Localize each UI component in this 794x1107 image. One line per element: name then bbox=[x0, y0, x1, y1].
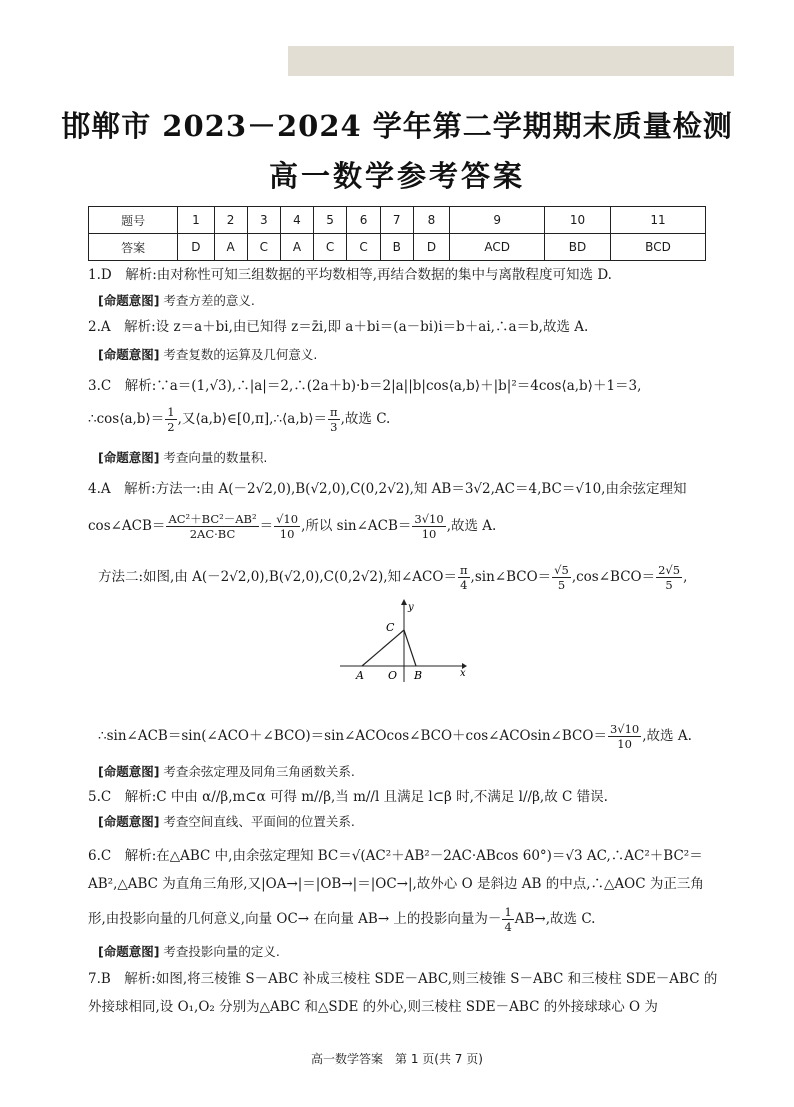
denominator: 3 bbox=[330, 420, 338, 434]
answer-cell: ACD bbox=[450, 234, 545, 261]
q3-fraction bbox=[328, 405, 340, 434]
q3-fraction bbox=[165, 405, 176, 434]
q2-solution: 2.A 解析:设 z＝a＋bi,由已知得 z＝z̄i,即 a＋bi＝(a－bi)i＝b＋ai,∴a＝b,故选 A. bbox=[88, 319, 589, 335]
intent-label: [命题意图] bbox=[98, 293, 160, 308]
denominator: 2 bbox=[167, 420, 175, 434]
q4-text: ,所以 sin∠ACB＝ bbox=[301, 518, 412, 534]
answer-cell: D bbox=[178, 234, 215, 261]
point-b-label: B bbox=[414, 669, 423, 682]
question-number: 9 bbox=[450, 207, 545, 234]
answer-row bbox=[89, 234, 706, 261]
intent-label: [命题意图] bbox=[98, 814, 160, 829]
q3-solution-line2 bbox=[88, 405, 390, 434]
numerator: 2√5 bbox=[658, 563, 681, 577]
q6-intent-text: 考查投影向量的定义. bbox=[163, 944, 280, 959]
page-title: 邯郸市 2023－2024 学年第二学期期末质量检测 bbox=[61, 109, 733, 143]
q4-intent bbox=[98, 762, 355, 782]
intent-label: [命题意图] bbox=[98, 450, 160, 465]
q4-text: ,sin∠BCO＝ bbox=[470, 569, 552, 585]
q4-solution-line3 bbox=[98, 563, 687, 592]
y-axis-label: y bbox=[408, 602, 414, 613]
q5-intent bbox=[98, 812, 355, 832]
question-number: 6 bbox=[347, 207, 380, 234]
q4-fraction bbox=[458, 563, 470, 592]
answer-cell: D bbox=[413, 234, 450, 261]
triangle-graph bbox=[336, 598, 468, 684]
answer-table bbox=[88, 206, 706, 261]
q5-solution: 5.C 解析:C 中由 α//β,m⊂α 可得 m//β,当 m//l 且满足 l⊂β 时,不满足 l//β,故 C 错误. bbox=[88, 789, 608, 805]
denominator: 10 bbox=[421, 527, 437, 541]
x-axis-label: x bbox=[460, 668, 466, 679]
intent-label: [命题意图] bbox=[98, 764, 160, 779]
numerator: 3√10 bbox=[414, 512, 444, 526]
q4-fraction bbox=[412, 512, 445, 541]
q5-intent-text: 考查空间直线、平面间的位置关系. bbox=[163, 814, 355, 829]
q6-text: AB→,故选 C. bbox=[514, 911, 596, 927]
denominator: 10 bbox=[279, 527, 295, 541]
q2-intent bbox=[98, 345, 317, 365]
q4-intent-text: 考查余弦定理及同角三角函数关系. bbox=[163, 764, 355, 779]
intent-label: [命题意图] bbox=[98, 347, 160, 362]
question-number: 7 bbox=[380, 207, 413, 234]
page-subtitle: 高一数学参考答案 bbox=[268, 159, 525, 193]
q4-solution-line4 bbox=[98, 722, 692, 751]
q3-text: ,又⟨a,b⟩∈[0,π],∴⟨a,b⟩＝ bbox=[177, 411, 328, 427]
denominator: 5 bbox=[665, 578, 673, 592]
question-number: 1 bbox=[178, 207, 215, 234]
numerator: √5 bbox=[554, 563, 569, 577]
numerator: √10 bbox=[276, 512, 299, 526]
q3-intent-text: 考查向量的数量积. bbox=[163, 450, 268, 465]
q3-text: ∴cos⟨a,b⟩＝ bbox=[88, 411, 165, 427]
q4-text: ,cos∠BCO＝ bbox=[571, 569, 656, 585]
q1-intent-text: 考查方差的意义. bbox=[163, 293, 255, 308]
question-number: 11 bbox=[610, 207, 705, 234]
q4-fraction bbox=[552, 563, 571, 592]
numerator: π bbox=[330, 405, 338, 419]
row-header-question: 题号 bbox=[89, 207, 178, 234]
point-c-label: C bbox=[386, 621, 395, 634]
question-number: 5 bbox=[313, 207, 346, 234]
q4-fraction bbox=[166, 512, 258, 541]
answer-cell: A bbox=[214, 234, 247, 261]
page-footer: 高一数学答案 第 1 页(共 7 页) bbox=[311, 1052, 483, 1066]
q6-solution-line1: 6.C 解析:在△ABC 中,由余弦定理知 BC＝√(AC²＋AB²－2AC·ABcos 60°)＝√3 AC,∴AC²＋BC²＝ bbox=[88, 848, 703, 864]
q6-fraction bbox=[502, 905, 513, 934]
question-row bbox=[89, 207, 706, 234]
answer-cell: C bbox=[247, 234, 280, 261]
question-number: 2 bbox=[214, 207, 247, 234]
q6-solution-line2: AB²,△ABC 为直角三角形,又|OA→|＝|OB→|＝|OC→|,故外心 O 是斜边 AB 的中点,∴△AOC 为正三角 bbox=[88, 876, 704, 892]
q7-solution-line1: 7.B 解析:如图,将三棱锥 S－ABC 补成三棱柱 SDE－ABC,则三棱锥 S－ABC 和三棱柱 SDE－ABC 的 bbox=[88, 971, 718, 987]
q4-text: cos∠ACB＝ bbox=[88, 518, 166, 534]
q6-solution-line3 bbox=[88, 905, 595, 934]
denominator: 4 bbox=[504, 920, 512, 934]
q4-fraction bbox=[656, 563, 682, 592]
numerator: AC²＋BC²－AB² bbox=[168, 512, 257, 526]
top-banner bbox=[288, 46, 734, 76]
q3-intent bbox=[98, 448, 267, 468]
denominator: 4 bbox=[460, 578, 468, 592]
q4-text: , bbox=[683, 569, 688, 585]
answer-cell: BD bbox=[545, 234, 611, 261]
question-number: 8 bbox=[413, 207, 450, 234]
q4-text: 方法二:如图,由 A(－2√2,0),B(√2,0),C(0,2√2),知∠ACO＝ bbox=[98, 569, 457, 585]
q1-solution: 1.D 解析:由对称性可知三组数据的平均数相等,再结合数据的集中与离散程度可知选 D. bbox=[88, 267, 612, 283]
question-number: 3 bbox=[247, 207, 280, 234]
answer-cell: A bbox=[281, 234, 314, 261]
q4-solution-line2 bbox=[88, 512, 496, 541]
q4-solution-line1: 4.A 解析:方法一:由 A(－2√2,0),B(√2,0),C(0,2√2),知 AB＝3√2,AC＝4,BC＝√10,由余弦定理知 bbox=[88, 481, 687, 497]
point-a-label: A bbox=[356, 669, 364, 682]
numerator: 1 bbox=[167, 405, 175, 419]
row-header-answer: 答案 bbox=[89, 234, 178, 261]
q4-fraction bbox=[274, 512, 300, 541]
question-number: 4 bbox=[281, 207, 314, 234]
numerator: 1 bbox=[504, 905, 512, 919]
q4-text: ∴sin∠ACB＝sin(∠ACO＋∠BCO)＝sin∠ACOcos∠BCO＋cos∠ACOsin∠BCO＝ bbox=[98, 728, 607, 744]
denominator: 2AC·BC bbox=[189, 527, 236, 541]
q4-text: ＝ bbox=[259, 518, 274, 534]
denominator: 5 bbox=[557, 578, 566, 592]
answer-cell: C bbox=[347, 234, 380, 261]
numerator: 3√10 bbox=[609, 722, 640, 736]
answer-cell: C bbox=[313, 234, 346, 261]
q7-solution-line2: 外接球相同,设 O₁,O₂ 分别为△ABC 和△SDE 的外心,则三棱柱 SDE－ABC 的外接球球心 O 为 bbox=[88, 999, 658, 1015]
q3-solution-line1: 3.C 解析:∵a＝(1,√3),∴|a|＝2,∴(2a＋b)·b＝2|a||b|cos⟨a,b⟩＋|b|²＝4cos⟨a,b⟩＋1＝3, bbox=[88, 378, 642, 394]
answer-cell: B bbox=[380, 234, 413, 261]
numerator: π bbox=[459, 563, 468, 577]
q4-text: ,故选 A. bbox=[642, 728, 692, 744]
q1-intent bbox=[98, 291, 255, 311]
q2-intent-text: 考查复数的运算及几何意义. bbox=[163, 347, 318, 362]
denominator: 10 bbox=[617, 737, 632, 751]
origin-label: O bbox=[388, 669, 398, 682]
q4-text: ,故选 A. bbox=[446, 518, 497, 534]
q6-text: 形,由投影向量的几何意义,向量 OC→ 在向量 AB→ 上的投影向量为－ bbox=[88, 911, 502, 927]
segment-cb bbox=[404, 630, 416, 666]
answer-cell: BCD bbox=[610, 234, 705, 261]
segment-ca bbox=[362, 630, 404, 666]
question-number: 10 bbox=[545, 207, 611, 234]
q3-text: ,故选 C. bbox=[340, 411, 391, 427]
q4-fraction bbox=[608, 722, 641, 751]
y-axis-arrow bbox=[401, 599, 407, 605]
intent-label: [命题意图] bbox=[98, 944, 160, 959]
q6-intent bbox=[98, 942, 280, 962]
